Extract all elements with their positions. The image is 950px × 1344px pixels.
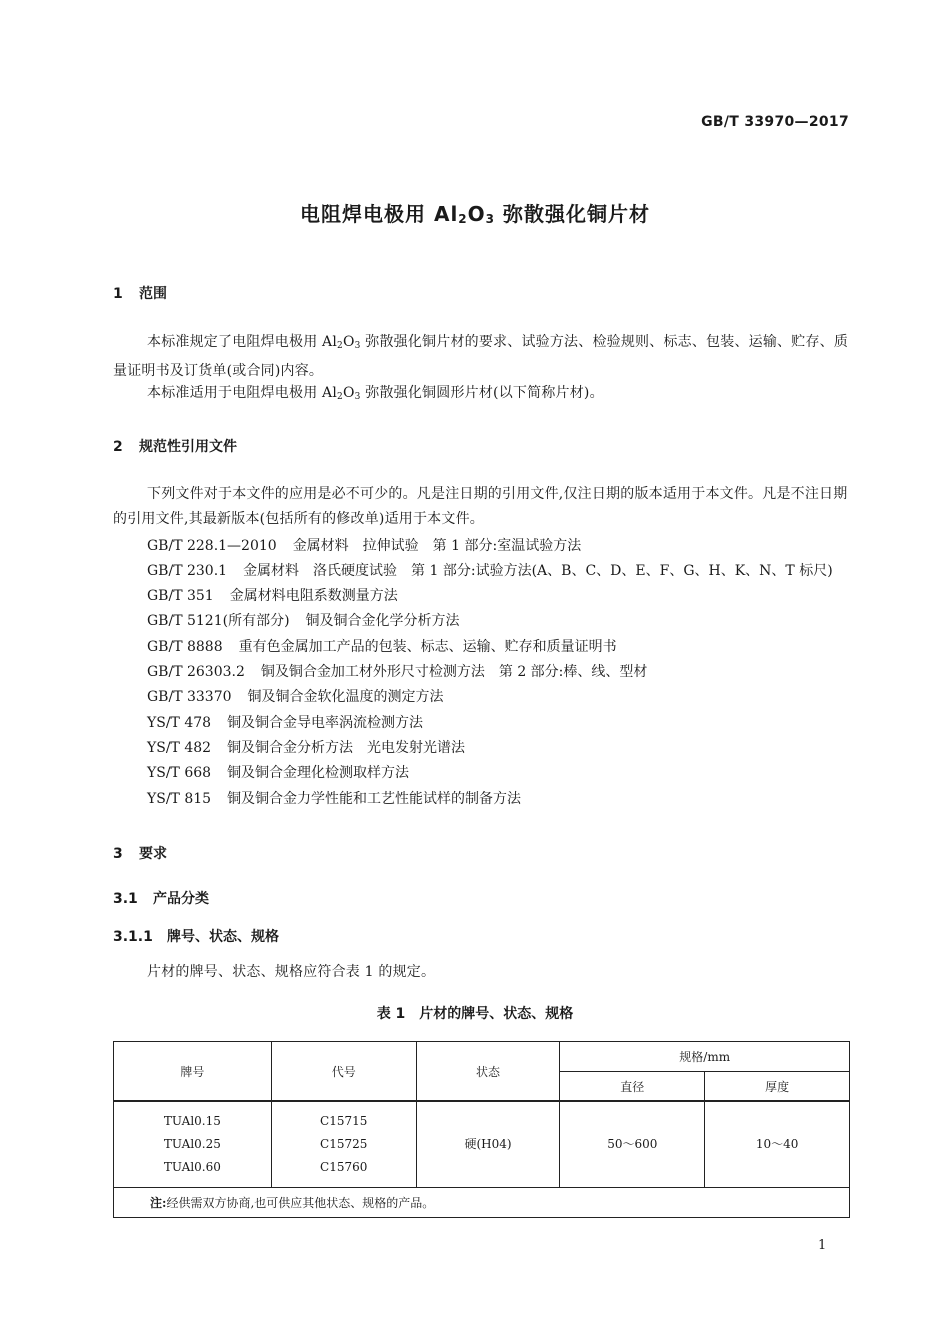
code-value: C15760: [320, 1160, 368, 1174]
reference-title: 铜及铜合金力学性能和工艺性能试样的制备方法: [227, 791, 522, 807]
reference-code: GB/T 228.1—2010: [147, 538, 277, 554]
title-suffix: 弥散强化铜片材: [495, 202, 650, 226]
scope-paragraph-2: [113, 381, 850, 410]
scope-paragraph-1: [113, 330, 850, 384]
text-run: 本标准适用于电阻焊电极用 Al: [147, 385, 338, 401]
subscript: 3: [354, 341, 361, 351]
reference-code: YS/T 815: [147, 791, 212, 807]
reference-item: [147, 660, 647, 685]
reference-code: GB/T 230.1: [147, 563, 228, 579]
thickness-cell: 10～40: [705, 1101, 850, 1188]
code-value: C15725: [320, 1137, 368, 1151]
section-number: 2: [113, 439, 123, 455]
header-code: 代号: [271, 1042, 416, 1102]
reference-title: 金属材料 洛氏硬度试验 第 1 部分:试验方法(A、B、C、D、E、F、G、H、K、N、T 标尺): [243, 563, 833, 579]
section-title: 规范性引用文件: [139, 439, 237, 455]
reference-title: 重有色金属加工产品的包装、标志、运输、贮存和质量证明书: [238, 639, 617, 655]
grade-value: TUAl0.60: [163, 1160, 221, 1174]
standard-number: GB/T 33970—2017: [701, 114, 849, 130]
title-mid: O: [467, 202, 486, 226]
reference-item: [147, 584, 398, 609]
header-diameter: 直径: [560, 1072, 705, 1102]
section-number: 3.1.1: [113, 929, 153, 945]
reference-title: 铜及铜合金软化温度的测定方法: [247, 689, 444, 705]
section-number: 3: [113, 846, 123, 862]
text-run: 本标准规定了电阻焊电极用 Al: [147, 334, 338, 350]
reference-item: [147, 736, 465, 761]
header-thickness: 厚度: [705, 1072, 850, 1102]
reference-code: GB/T 5121(所有部分): [147, 613, 290, 629]
reference-item: [147, 559, 833, 584]
grade-cell: [114, 1101, 272, 1188]
header-temper: 状态: [416, 1042, 560, 1102]
temper-cell: 硬(H04): [416, 1101, 560, 1188]
title-sub2: 3: [485, 212, 496, 226]
reference-title: 金属材料电阻系数测量方法: [229, 588, 398, 604]
reference-title: 铜及铜合金化学分析方法: [305, 613, 460, 629]
subscript: 3: [354, 392, 361, 402]
section-number: 1: [113, 286, 123, 302]
grade-spec-table: [113, 1041, 850, 1218]
reference-code: GB/T 33370: [147, 689, 232, 705]
text-run: O: [342, 385, 355, 401]
section-number: 3.1: [113, 891, 138, 907]
reference-item: [147, 609, 460, 634]
title-prefix: 电阻焊电极用 Al: [300, 202, 459, 226]
table-caption: 表 1 片材的牌号、状态、规格: [376, 1006, 574, 1022]
reference-code: GB/T 26303.2: [147, 664, 245, 680]
section-3-heading: [113, 843, 167, 863]
reference-code: YS/T 668: [147, 765, 212, 781]
grade-spec-paragraph: [113, 960, 850, 985]
diameter-cell: 50～600: [560, 1101, 705, 1188]
table-note: [114, 1188, 850, 1218]
section-2-heading: [113, 436, 237, 456]
normative-references-intro: [113, 482, 850, 532]
code-cell: [271, 1101, 416, 1188]
reference-code: YS/T 478: [147, 715, 212, 731]
section-3-1-heading: [113, 888, 209, 908]
subscript: 2: [337, 341, 343, 351]
reference-code: YS/T 482: [147, 740, 212, 756]
reference-item: [147, 635, 617, 660]
reference-item: [147, 787, 521, 812]
reference-code: GB/T 8888: [147, 639, 223, 655]
title-sub1: 2: [458, 212, 468, 226]
header-grade: 牌号: [114, 1042, 272, 1102]
section-title: 产品分类: [153, 891, 209, 907]
grade-value: TUAl0.15: [163, 1114, 221, 1128]
text-run: 弥散强化铜片材的要求、试验方法、检验规则、标志、包装、运输、贮存、质量证明书及订货单(或合同)内容。: [113, 334, 849, 379]
reference-title: 铜及铜合金理化检测取样方法: [227, 765, 410, 781]
note-label: 注:: [150, 1196, 167, 1210]
reference-title: 铜及铜合金分析方法 光电发射光谱法: [227, 740, 466, 756]
reference-title: 金属材料 拉伸试验 第 1 部分:室温试验方法: [292, 538, 582, 554]
reference-title: 铜及铜合金导电率涡流检测方法: [227, 715, 424, 731]
subscript: 2: [337, 392, 343, 402]
page-number: 1: [818, 1238, 827, 1253]
reference-code: GB/T 351: [147, 588, 214, 604]
grade-value: TUAl0.25: [163, 1137, 221, 1151]
section-3-1-1-heading: [113, 926, 279, 946]
reference-item: [147, 534, 581, 559]
section-1-heading: [113, 283, 167, 303]
note-text: 经供需双方协商,也可供应其他状态、规格的产品。: [166, 1196, 435, 1210]
code-value: C15715: [320, 1114, 368, 1128]
text-run: 下列文件对于本文件的应用是必不可少的。凡是注日期的引用文件,仅注日期的版本适用于本文件。凡是不注日期的引用文件,其最新版本(包括所有的修改单)适用于本文件。: [113, 486, 848, 527]
reference-item: [147, 761, 409, 786]
section-title: 要求: [139, 846, 167, 862]
reference-item: [147, 685, 444, 710]
section-title: 范围: [139, 286, 167, 302]
header-spec: 规格/mm: [560, 1042, 850, 1072]
document-title: [0, 198, 950, 227]
text-run: O: [342, 334, 355, 350]
reference-title: 铜及铜合金加工材外形尺寸检测方法 第 2 部分:棒、线、型材: [260, 664, 648, 680]
section-title: 牌号、状态、规格: [167, 929, 279, 945]
text-run: 弥散强化铜圆形片材(以下简称片材)。: [360, 385, 604, 401]
reference-item: [147, 711, 423, 736]
text-run: 片材的牌号、状态、规格应符合表 1 的规定。: [147, 964, 436, 980]
